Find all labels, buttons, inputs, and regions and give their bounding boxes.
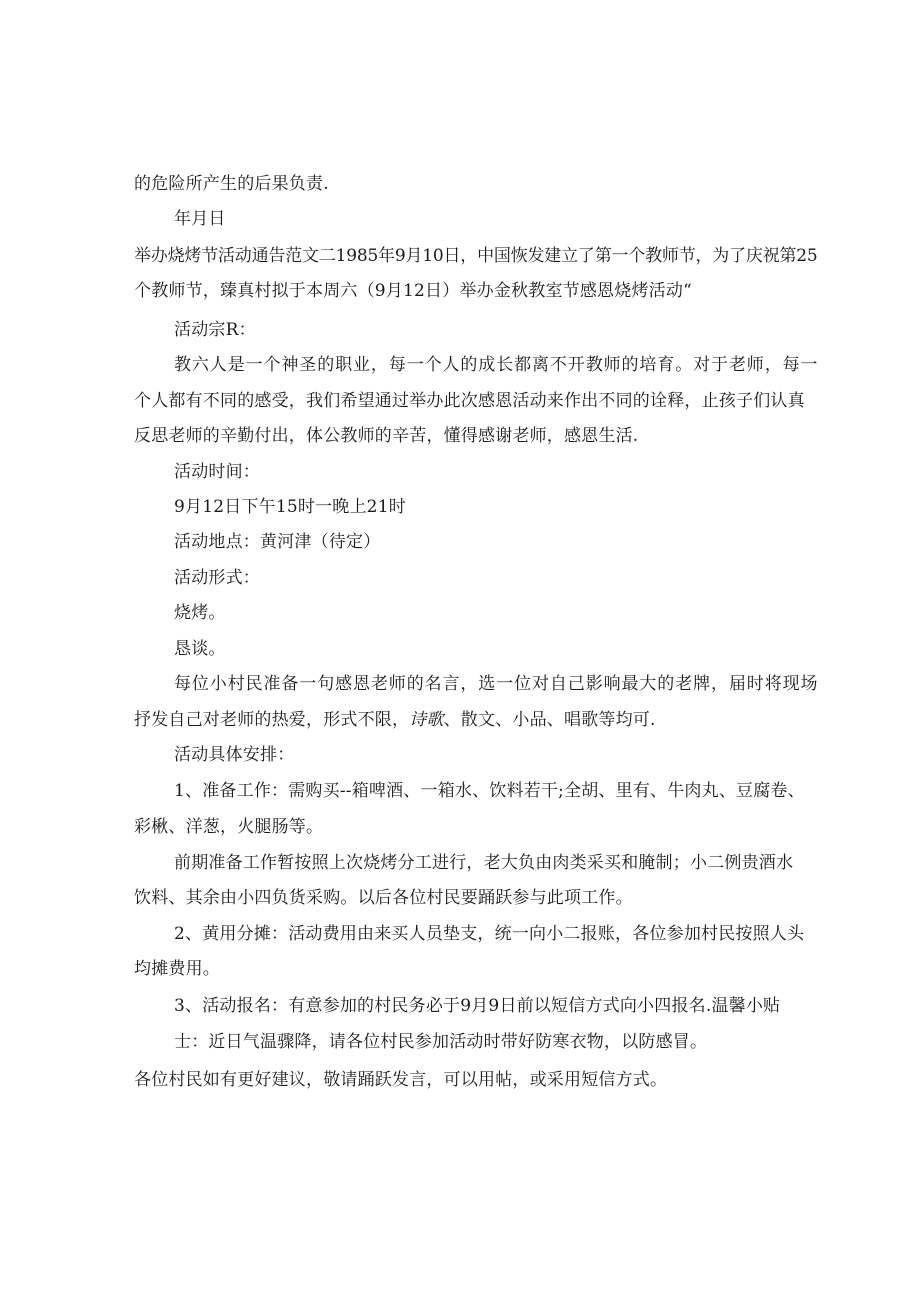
text-line-8: 反思老师的辛勤付出，体公教师的辛苦，懂得感谢老师，感恩生活. <box>134 426 639 446</box>
closing-line: 各位村民如有更好建议，敬请踊跃发言，可以用帖，或采用短信方式。 <box>134 1070 668 1090</box>
text-line-3: 举办烧烤节活动通告范文二1985年9月10日，中国恢发建立了第一个教师节，为了庆祝第25 <box>134 246 818 266</box>
text-line-4: 个教师节，臻真村拟于本周六（9月12日）举办金秋教室节感恩烧烤活动“ <box>134 281 692 301</box>
date-placeholder: 年月日 <box>174 209 226 229</box>
text-line-16 <box>134 709 656 731</box>
event-time: 9月12日下午15时一晚上21时 <box>174 497 406 517</box>
text-line-22: 前期准备工作暂按照上次烧烤分工进行，老大负由肉类采买和腌制；小二例贵酒水 <box>174 853 794 873</box>
text-line-16-part2: 、散文、小品、唱歌等均可. <box>443 710 656 730</box>
arrangement-item-2: 2、黄用分摊：活动费用由来买人员垫支，统一向小二报账，各位参加村民按照人头 <box>174 924 805 944</box>
section-heading-purpose: 活动宗R： <box>174 320 256 340</box>
section-heading-arrangement: 活动具体安排： <box>174 745 295 765</box>
text-line-15: 每位小村民准备一句感恩老师的名言，选一位对自己影响最大的老牌，届时将现场 <box>174 674 819 694</box>
arrangement-item-1: 1、准备工作：需购买--箱啤酒、一箱水、饮料若干;全胡、里有、牛肉丸、豆腐卷、 <box>174 781 805 801</box>
reminder-line: 士：近日气温骤降，请各位村民参加活动时带好防寒衣物，以防感冒。 <box>174 1032 708 1052</box>
format-item-bbq: 烧烤。 <box>174 603 226 623</box>
format-item-talk: 恳谈。 <box>174 639 226 659</box>
poetry-word: 诗歌 <box>409 710 444 730</box>
arrangement-item-2-cont: 均摊费用。 <box>134 959 220 979</box>
text-line-6: 教六人是一个神圣的职业，每一个人的成长都离不开教师的培育。对于老师，每一 <box>174 355 819 375</box>
text-line-1: 的危险所产生的后果负责. <box>134 174 329 194</box>
section-heading-time: 活动时间： <box>174 462 260 482</box>
text-line-23: 饮料、其余由小四负货采购。以后各位村民要踊跃参与此项工作。 <box>134 888 633 908</box>
text-line-7: 个人都有不同的感受，我们希望通过举办此次感恩活动来作出不同的诠释，止孩子们认真 <box>134 391 805 411</box>
arrangement-item-3: 3、活动报名：有意参加的村民务必于9月9日前以短信方式向小四报名.温馨小贴 <box>174 996 781 1016</box>
arrangement-item-1-cont: 彩楸、洋葱，火腿肠等。 <box>134 817 324 837</box>
text-line-16-part1: 抒发自己对老师的热爱，形式不限， <box>134 710 410 730</box>
event-location: 活动地点：黄河津（待定） <box>174 532 381 552</box>
section-heading-format: 活动形式： <box>174 568 260 588</box>
